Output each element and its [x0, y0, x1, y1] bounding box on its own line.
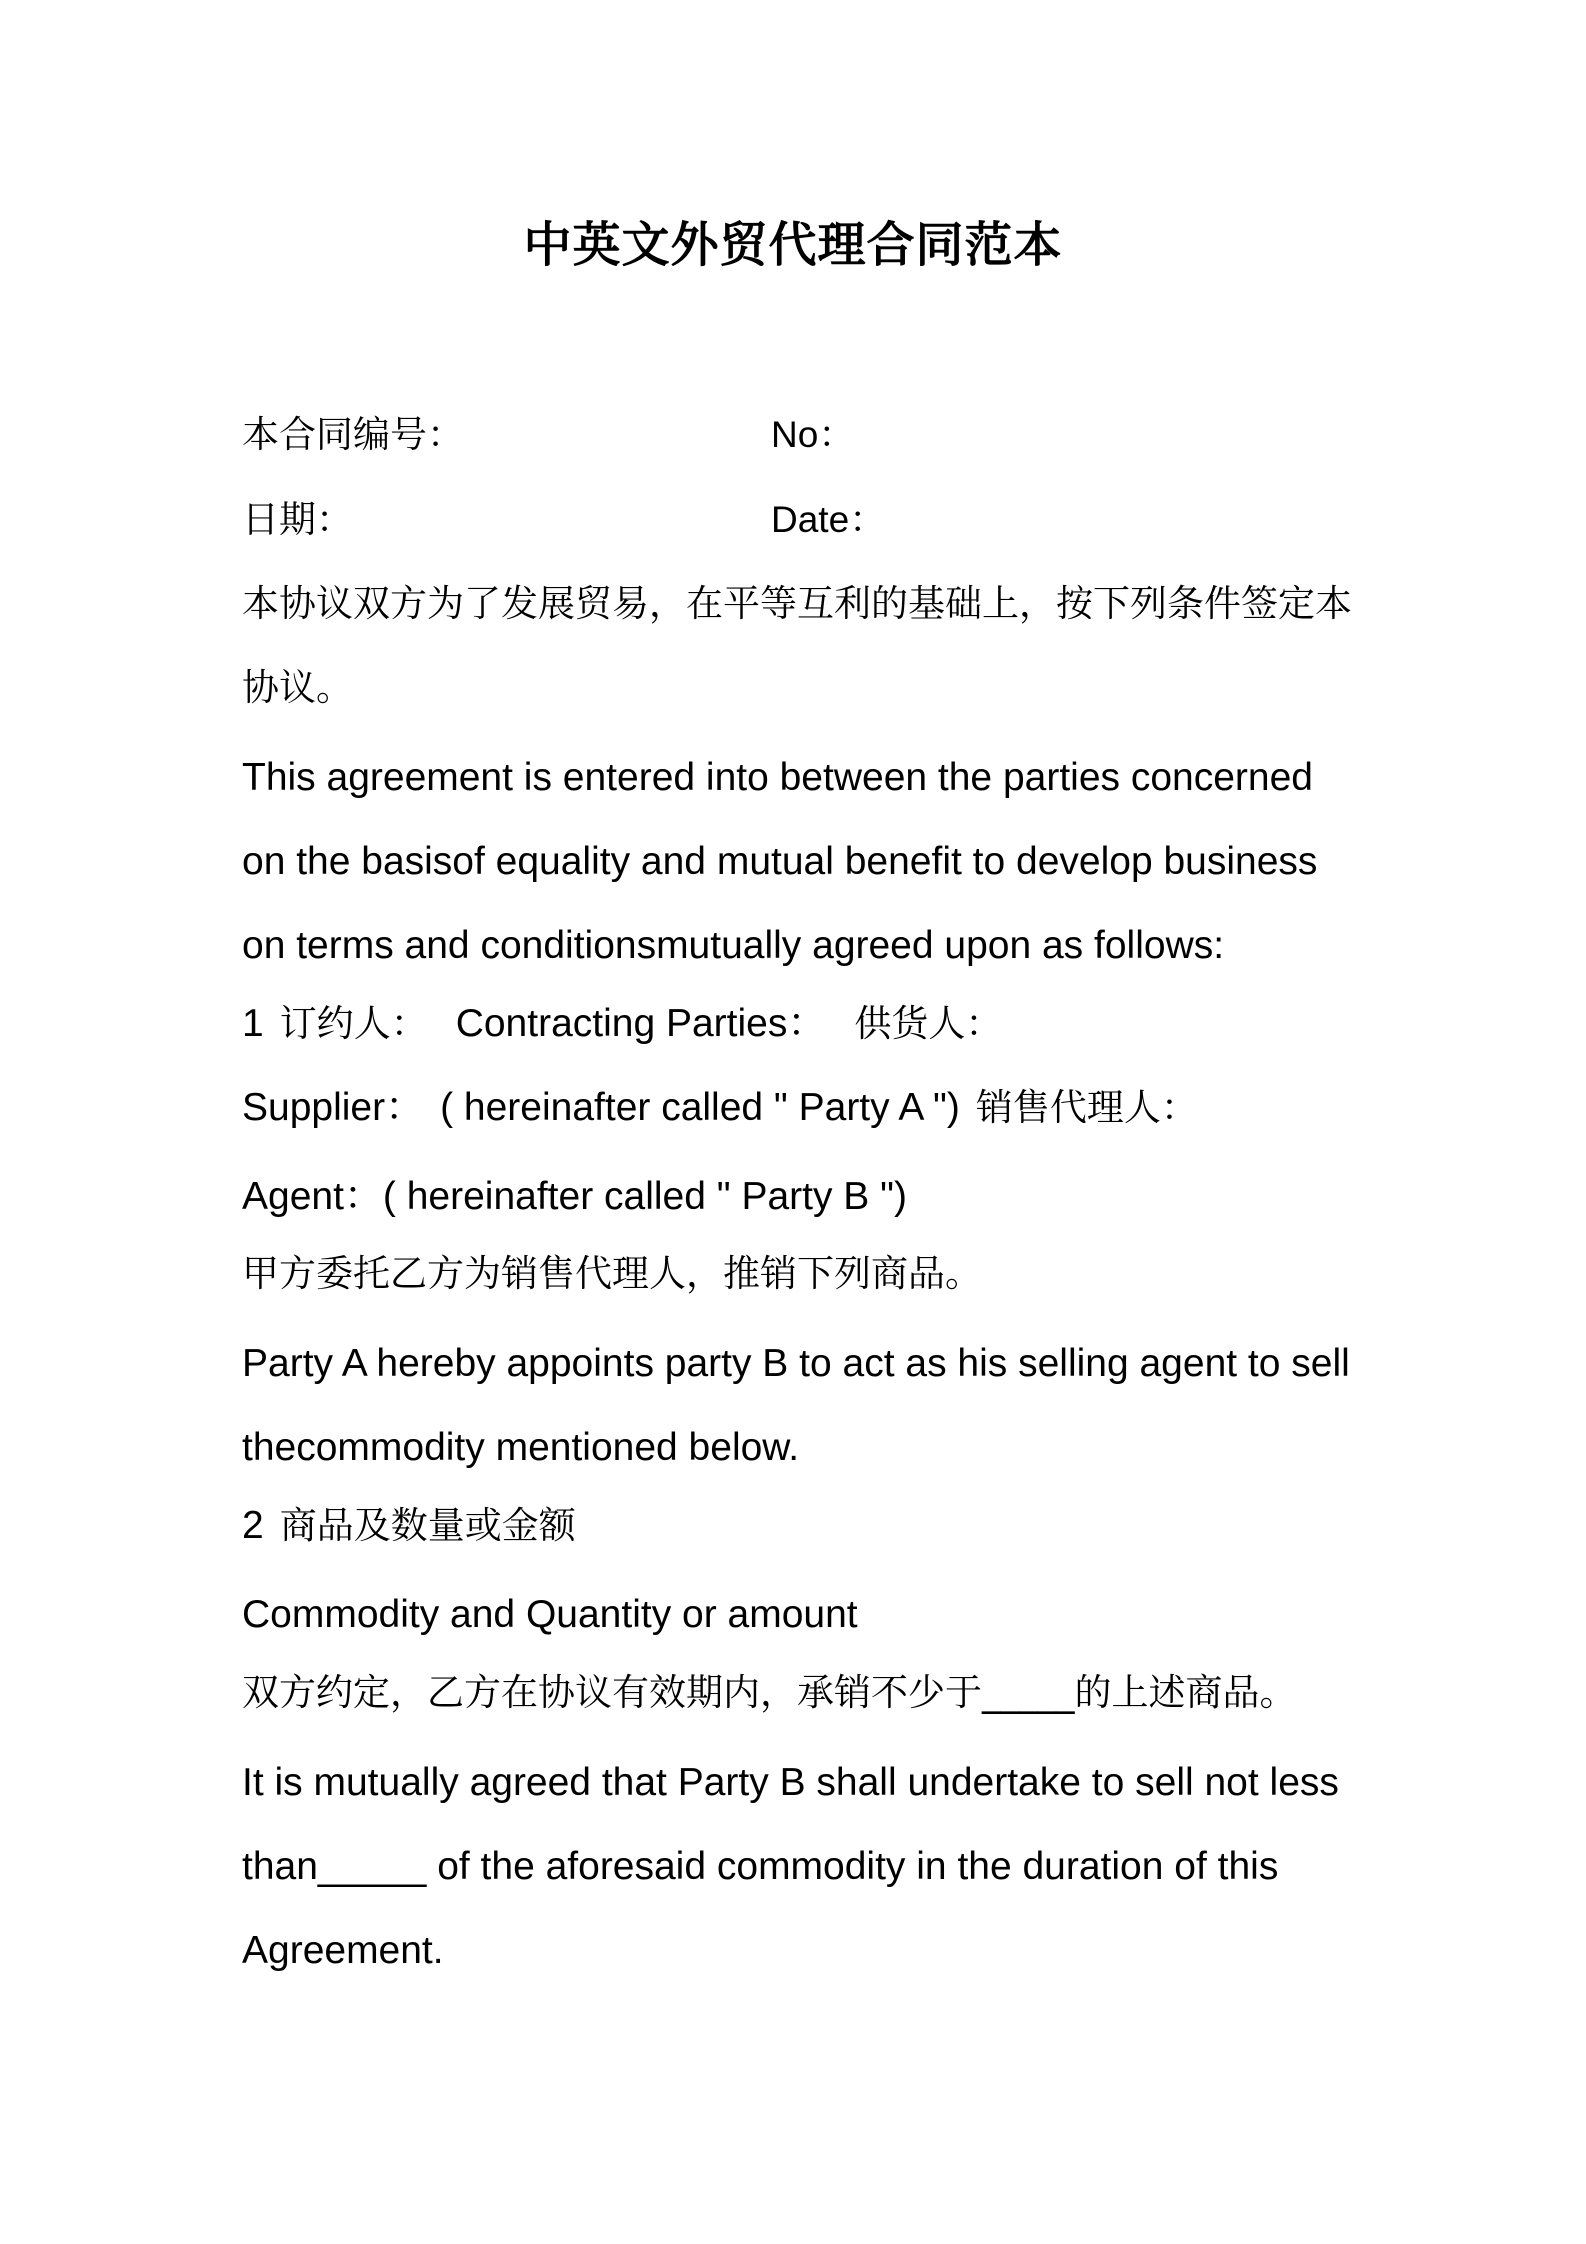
intro-en-line-3: on terms and conditionsmutually agreed upon as follows: — [242, 924, 1225, 967]
section-2-label-cn: 商品及数量或金额 — [279, 1504, 576, 1547]
appoint-en-line-1: Party A hereby appoints party B to act as his selling agent to sell — [242, 1342, 1350, 1385]
section-1-label-cn: 订约人： — [279, 1002, 428, 1045]
supplier-line — [242, 1084, 1198, 1132]
party-a-note: ( hereinafter called " Party A ") — [440, 1086, 960, 1129]
section-1-number: 1 — [242, 1002, 264, 1045]
intro-en-line-2: on the basisof equality and mutual benefit to develop business — [242, 840, 1318, 883]
contract-number-label-en: No： — [771, 414, 856, 455]
section-2-heading — [242, 1502, 576, 1550]
supplier-label-cn: 供货人： — [854, 1002, 1003, 1045]
agree-en-line-2: than_____ of the aforesaid commodity in the duration of this — [242, 1845, 1279, 1888]
date-label-en: Date： — [771, 499, 887, 540]
section-1-label-en: Contracting Parties： — [455, 1002, 827, 1045]
agree-en-line-3: Agreement. — [242, 1929, 444, 1972]
appoint-cn: 甲方委托乙方为销售代理人，推销下列商品。 — [242, 1252, 982, 1295]
agree-en-line-1: It is mutually agreed that Party B shall undertake to sell not less — [242, 1761, 1339, 1804]
appoint-en-line-2: thecommodity mentioned below. — [242, 1426, 800, 1469]
intro-cn-line-2: 协议。 — [242, 666, 353, 709]
contract-number-label: 本合同编号： — [242, 413, 464, 456]
agent-label-cn: 销售代理人： — [975, 1086, 1198, 1129]
agree-cn: 双方约定，乙方在协议有效期内，承销不少于_____的上述商品。 — [242, 1671, 1297, 1714]
section-2-number: 2 — [242, 1504, 264, 1547]
intro-en-line-1: This agreement is entered into between the parties concerned — [242, 756, 1313, 799]
supplier-label-en: Supplier： — [242, 1086, 425, 1129]
intro-cn-line-1: 本协议双方为了发展贸易，在平等互利的基础上，按下列条件签定本 — [242, 582, 1352, 625]
section-2-label-en: Commodity and Quantity or amount — [242, 1593, 858, 1636]
date-label: 日期： — [242, 498, 353, 541]
document-title: 中英文外贸代理合同范本 — [523, 217, 1063, 273]
agent-line: Agent：( hereinafter called " Party B ") — [242, 1175, 907, 1218]
section-1-heading — [242, 1000, 1002, 1048]
